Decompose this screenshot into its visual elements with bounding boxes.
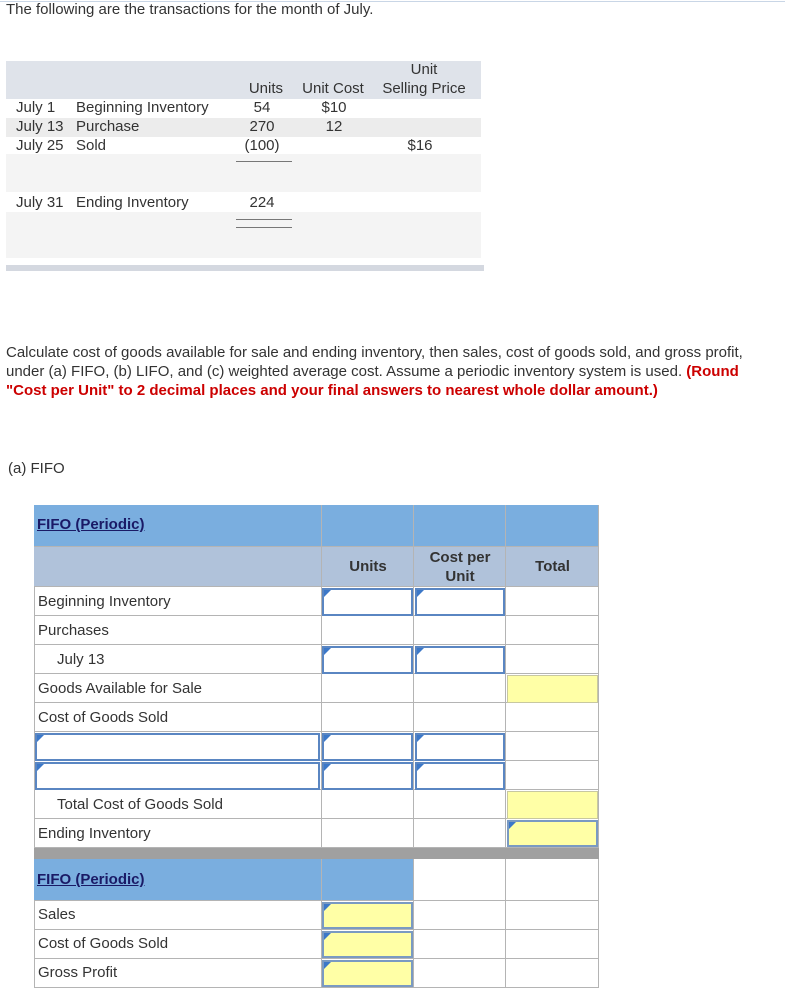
sales-input[interactable] <box>322 902 413 929</box>
cogs-layer1-select[interactable] <box>35 733 320 761</box>
summary-label-sales: Sales <box>38 906 76 923</box>
ending-date: July 31 <box>16 194 64 211</box>
row-label-cogs: Cost of Goods Sold <box>38 709 169 726</box>
header-unit-cost: Unit Cost <box>302 80 364 97</box>
question-body: Calculate cost of goods available for sale and ending inventory, then sales, cost of goods sold, and gross profit, under (a) FIFO, (b) LIFO, and (c) weighted average cost. Assume a periodic inventory system is used. <box>6 344 743 380</box>
july13-cost-input[interactable] <box>415 646 505 674</box>
summary-label-gross-profit: Gross Profit <box>38 964 118 981</box>
tx-desc: Purchase <box>76 118 140 135</box>
question-text <box>6 343 766 400</box>
beginning-units-input[interactable] <box>322 588 413 616</box>
ending-units: 224 <box>249 194 275 211</box>
section-label-fifo: (a) FIFO <box>8 460 65 477</box>
cogs-layer2-select[interactable] <box>35 762 320 790</box>
row-label-ending-inventory: Ending Inventory <box>38 825 151 842</box>
row-label-goods-available: Goods Available for Sale <box>38 680 202 697</box>
gross-profit-input[interactable] <box>322 960 413 987</box>
header-price-line2: Selling Price <box>382 80 466 97</box>
ending-desc: Ending Inventory <box>76 194 189 211</box>
tx-date: July 25 <box>16 137 64 154</box>
summary-cogs-input[interactable] <box>322 931 413 958</box>
tx-units: 270 <box>249 118 275 135</box>
fifo-summary-title: FIFO (Periodic) <box>37 871 145 888</box>
col-header-units: Units <box>349 558 387 575</box>
row-label-purchases: Purchases <box>38 622 109 639</box>
cogs-layer1-units-input[interactable] <box>322 733 413 761</box>
row-label-total-cogs: Total Cost of Goods Sold <box>57 796 223 813</box>
cogs-layer2-units-input[interactable] <box>322 762 413 790</box>
col-header-cost-line2: Unit <box>445 568 475 585</box>
goods-available-total <box>507 675 598 703</box>
beginning-cost-input[interactable] <box>415 588 505 616</box>
subtotal-underline <box>236 161 292 162</box>
col-header-cost-line1: Cost per <box>429 549 491 566</box>
fifo-table-title: FIFO (Periodic) <box>37 516 145 533</box>
summary-label-cogs: Cost of Goods Sold <box>38 935 169 952</box>
header-units: Units <box>248 80 283 97</box>
header-price-line1: Unit <box>410 61 438 78</box>
tx-date: July 1 <box>16 99 56 116</box>
tx-units: (100) <box>244 137 280 154</box>
tx-desc: Beginning Inventory <box>76 99 209 116</box>
rounding-instruction: (Round "Cost per Unit" to 2 decimal places and your final answers to nearest whole dollar amount.) <box>6 363 739 399</box>
intro-text: The following are the transactions for the month of July. <box>6 1 374 18</box>
tx-unit-cost: 12 <box>325 118 343 135</box>
table-separator <box>34 848 599 859</box>
col-header-total: Total <box>535 558 570 575</box>
row-label-july13: July 13 <box>57 651 105 668</box>
total-double-underline-top <box>236 219 292 220</box>
tx-unit-cost: $10 <box>321 99 347 116</box>
cogs-layer2-cost-input[interactable] <box>415 762 505 790</box>
tx-desc: Sold <box>76 137 107 154</box>
total-cogs-total <box>507 791 598 819</box>
tx-units: 54 <box>253 99 271 116</box>
row-label-beginning-inventory: Beginning Inventory <box>38 593 171 610</box>
cogs-layer1-cost-input[interactable] <box>415 733 505 761</box>
ending-inventory-total-input[interactable] <box>507 820 598 847</box>
total-double-underline-bottom <box>236 227 292 228</box>
july13-units-input[interactable] <box>322 646 413 674</box>
tx-date: July 13 <box>16 118 64 135</box>
tx-price: $16 <box>407 137 433 154</box>
